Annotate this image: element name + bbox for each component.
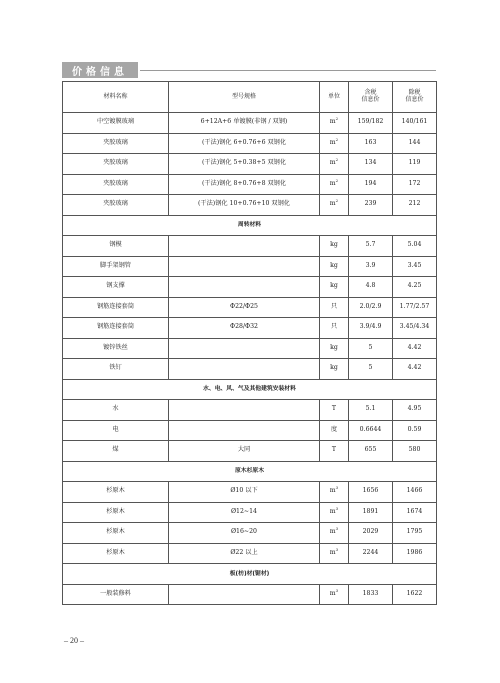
unit-text: m: [329, 200, 336, 208]
section-header-row: [63, 461, 437, 482]
section-header-row: [63, 215, 437, 236]
cell-price-tax-excluded: 172: [393, 174, 437, 195]
cell-price-tax-included: 5.1: [349, 400, 393, 421]
table-header-row: [63, 82, 437, 113]
unit-exponent: 2: [335, 116, 339, 122]
cell-price-tax-included: 2029: [349, 523, 393, 544]
cell-price-tax-excluded: 119: [393, 154, 437, 175]
cell-price-tax-included: 163: [349, 133, 393, 154]
table-row: [63, 174, 437, 195]
cell-model-spec: Φ22/Φ25: [169, 297, 320, 318]
cell-price-tax-included: 3.9/4.9: [349, 318, 393, 339]
table-row: [63, 277, 437, 298]
cell-material-name: 钢支撑: [63, 277, 169, 298]
cell-material-name: 水: [63, 400, 169, 421]
cell-price-tax-excluded: 580: [393, 441, 437, 462]
table-row: [63, 256, 437, 277]
table-row: [63, 441, 437, 462]
unit-exponent: 2: [335, 136, 339, 142]
unit-exponent: 3: [335, 485, 339, 491]
unit-text: m: [329, 548, 336, 556]
cell-model-spec: 大同: [169, 441, 320, 462]
unit-exponent: 2: [335, 177, 339, 183]
section-label: 原木杉原木: [63, 461, 437, 482]
cell-price-tax-excluded: 212: [393, 195, 437, 216]
cell-model-spec: [169, 359, 320, 380]
cell-price-tax-included: 1833: [349, 584, 393, 605]
cell-model-spec: (干法)钢化 10+0.76+10 双钢化: [169, 195, 320, 216]
cell-unit: [320, 195, 349, 216]
cell-price-tax-excluded: 1986: [393, 543, 437, 564]
table-row: [63, 359, 437, 380]
cell-price-tax-included: 159/182: [349, 113, 393, 134]
cell-material-name: 脚手架钢管: [63, 256, 169, 277]
unit-exponent: 3: [335, 526, 339, 532]
cell-price-tax-excluded: 4.25: [393, 277, 437, 298]
cell-price-tax-excluded: 144: [393, 133, 437, 154]
cell-model-spec: [169, 400, 320, 421]
section-label: 板(枋)材(锯材): [63, 564, 437, 585]
cell-model-spec: (干法)钢化 5+0.38+5 双钢化: [169, 154, 320, 175]
cell-price-tax-included: 2.0/2.9: [349, 297, 393, 318]
unit-text: 只: [330, 323, 338, 331]
cell-material-name: 杉原木: [63, 523, 169, 544]
table-row: [63, 154, 437, 175]
cell-price-tax-excluded: 0.59: [393, 420, 437, 441]
table-row: [63, 523, 437, 544]
table-row: [63, 338, 437, 359]
cell-material-name: 夹胶玻璃: [63, 154, 169, 175]
cell-material-name: 一般装修料: [63, 584, 169, 605]
section-header-row: [63, 379, 437, 400]
cell-model-spec: [169, 277, 320, 298]
cell-price-tax-included: 5: [349, 359, 393, 380]
cell-model-spec: [169, 420, 320, 441]
unit-exponent: 3: [335, 587, 339, 593]
table-row: [63, 482, 437, 503]
cell-model-spec: (干法)钢化 6+0.76+6 双钢化: [169, 133, 320, 154]
cell-unit: [320, 502, 349, 523]
table-row: [63, 236, 437, 257]
unit-exponent: 3: [335, 546, 339, 552]
unit-text: m: [329, 179, 336, 187]
unit-text: kg: [330, 282, 338, 290]
price-table: [62, 81, 437, 605]
cell-unit: [320, 256, 349, 277]
header-model-spec: 型号规格: [169, 82, 320, 113]
section-header-row: [63, 564, 437, 585]
unit-text: m: [329, 159, 336, 167]
cell-unit: [320, 359, 349, 380]
cell-model-spec: (干法)钢化 8+0.76+8 双钢化: [169, 174, 320, 195]
cell-price-tax-included: 194: [349, 174, 393, 195]
cell-material-name: 中空镀膜玻璃: [63, 113, 169, 134]
cell-model-spec: Φ28/Φ32: [169, 318, 320, 339]
table-row: [63, 113, 437, 134]
cell-unit: [320, 420, 349, 441]
cell-model-spec: 6+12A+6 单镀膜(非钢 / 双钢): [169, 113, 320, 134]
table-row: [63, 584, 437, 605]
banner-divider: [140, 70, 436, 71]
cell-price-tax-excluded: 5.04: [393, 236, 437, 257]
cell-price-tax-excluded: 4.95: [393, 400, 437, 421]
cell-price-tax-excluded: 1622: [393, 584, 437, 605]
cell-unit: [320, 174, 349, 195]
unit-text: 只: [330, 302, 338, 310]
cell-material-name: 杉原木: [63, 543, 169, 564]
cell-price-tax-included: 1656: [349, 482, 393, 503]
cell-price-tax-included: 239: [349, 195, 393, 216]
cell-model-spec: Ø22 以上: [169, 543, 320, 564]
cell-model-spec: Ø16~20: [169, 523, 320, 544]
unit-text: m: [329, 507, 336, 515]
table-row: [63, 133, 437, 154]
cell-model-spec: [169, 584, 320, 605]
cell-material-name: 夹胶玻璃: [63, 174, 169, 195]
cell-price-tax-excluded: 1466: [393, 482, 437, 503]
unit-exponent: 2: [335, 198, 339, 204]
cell-unit: [320, 400, 349, 421]
header-price-tax-excluded: 除税 信息价: [393, 82, 437, 113]
cell-price-tax-excluded: 3.45/4.34: [393, 318, 437, 339]
cell-price-tax-included: 2244: [349, 543, 393, 564]
cell-unit: [320, 584, 349, 605]
table-row: [63, 400, 437, 421]
cell-price-tax-excluded: 1795: [393, 523, 437, 544]
unit-exponent: 2: [335, 157, 339, 163]
cell-unit: [320, 338, 349, 359]
cell-material-name: 电: [63, 420, 169, 441]
cell-model-spec: [169, 338, 320, 359]
cell-material-name: 钢筋连接套筒: [63, 297, 169, 318]
cell-unit: [320, 236, 349, 257]
unit-text: m: [329, 589, 336, 597]
cell-price-tax-excluded: 3.45: [393, 256, 437, 277]
cell-unit: [320, 133, 349, 154]
cell-material-name: 钢筋连接套筒: [63, 318, 169, 339]
cell-price-tax-included: 4.8: [349, 277, 393, 298]
cell-price-tax-included: 655: [349, 441, 393, 462]
table-row: [63, 420, 437, 441]
unit-text: kg: [330, 261, 338, 269]
cell-unit: [320, 154, 349, 175]
unit-text: m: [329, 118, 336, 126]
cell-price-tax-excluded: 4.42: [393, 359, 437, 380]
unit-text: m: [329, 138, 336, 146]
cell-material-name: 杉原木: [63, 502, 169, 523]
unit-exponent: 3: [335, 505, 339, 511]
cell-material-name: 钢模: [63, 236, 169, 257]
unit-text: kg: [330, 364, 338, 372]
cell-model-spec: [169, 256, 320, 277]
section-banner: 价格信息: [62, 62, 138, 78]
cell-unit: [320, 113, 349, 134]
cell-material-name: 铁钉: [63, 359, 169, 380]
cell-model-spec: Ø12~14: [169, 502, 320, 523]
header-material-name: 材料名称: [63, 82, 169, 113]
table-row: [63, 318, 437, 339]
cell-model-spec: Ø10 以下: [169, 482, 320, 503]
section-label: 周转材料: [63, 215, 437, 236]
header-price-tax-included: 含税 信息价: [349, 82, 393, 113]
cell-price-tax-excluded: 4.42: [393, 338, 437, 359]
unit-text: T: [331, 446, 337, 454]
table-row: [63, 195, 437, 216]
cell-price-tax-included: 1891: [349, 502, 393, 523]
cell-price-tax-included: 5.7: [349, 236, 393, 257]
section-label: 水、电、风、气及其他建筑安装材料: [63, 379, 437, 400]
cell-material-name: 夹胶玻璃: [63, 195, 169, 216]
unit-text: m: [329, 487, 336, 495]
unit-text: kg: [330, 241, 338, 249]
cell-unit: [320, 482, 349, 503]
cell-model-spec: [169, 236, 320, 257]
cell-unit: [320, 543, 349, 564]
unit-text: kg: [330, 343, 338, 351]
cell-unit: [320, 523, 349, 544]
cell-price-tax-included: 3.9: [349, 256, 393, 277]
cell-material-name: 夹胶玻璃: [63, 133, 169, 154]
cell-price-tax-included: 5: [349, 338, 393, 359]
unit-text: m: [329, 528, 336, 536]
cell-price-tax-excluded: 140/161: [393, 113, 437, 134]
cell-material-name: 镀锌铁丝: [63, 338, 169, 359]
header-unit: 单位: [320, 82, 349, 113]
cell-unit: [320, 277, 349, 298]
table-row: [63, 297, 437, 318]
cell-price-tax-excluded: 1.77/2.57: [393, 297, 437, 318]
cell-price-tax-included: 0.6644: [349, 420, 393, 441]
cell-material-name: 煤: [63, 441, 169, 462]
unit-text: T: [331, 405, 337, 413]
cell-price-tax-excluded: 1674: [393, 502, 437, 523]
cell-unit: [320, 318, 349, 339]
page-number: – 20 –: [64, 636, 84, 645]
cell-unit: [320, 297, 349, 318]
table-row: [63, 502, 437, 523]
unit-text: 度: [330, 425, 338, 433]
cell-price-tax-included: 134: [349, 154, 393, 175]
cell-material-name: 杉原木: [63, 482, 169, 503]
cell-unit: [320, 441, 349, 462]
table-row: [63, 543, 437, 564]
